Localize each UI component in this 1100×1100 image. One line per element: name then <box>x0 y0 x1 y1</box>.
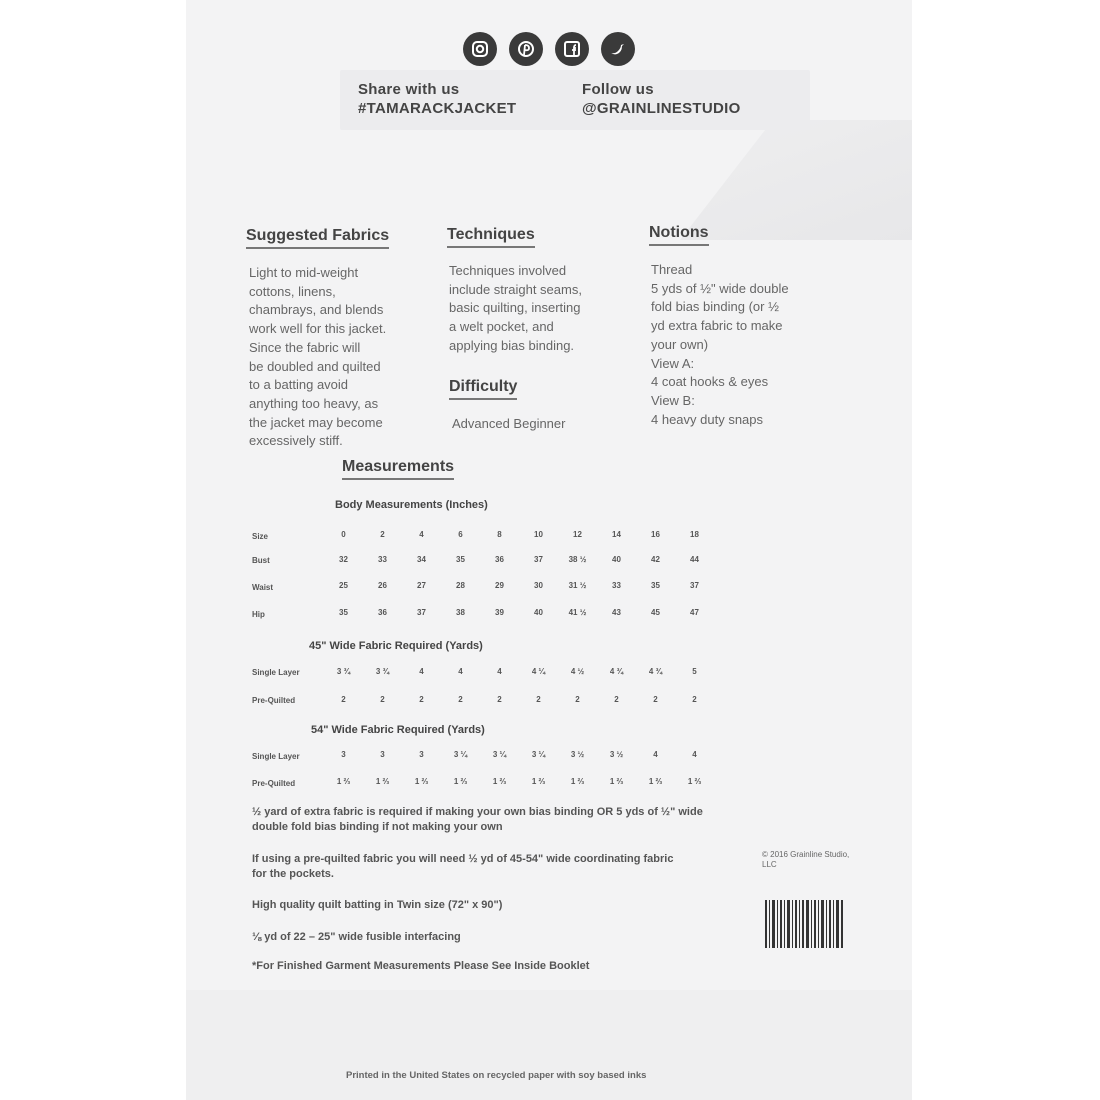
fabrics-line: excessively stiff. <box>249 433 343 449</box>
table-cell: 25 <box>339 581 348 590</box>
table-cell: 4 <box>692 750 697 759</box>
techniques-line: basic quilting, inserting <box>449 300 581 316</box>
table-cell: 1 ⅔ <box>648 777 663 786</box>
measurements-title: Measurements <box>342 458 454 480</box>
row-label: Hip <box>252 610 265 619</box>
table-cell: 37 <box>417 608 426 617</box>
table-cell: 29 <box>495 581 504 590</box>
table-cell: 2 <box>692 695 697 704</box>
table-cell: 1 ⅔ <box>570 777 585 786</box>
table-cell: 41 ½ <box>568 608 587 617</box>
table-cell: 38 <box>456 608 465 617</box>
table-cell: 14 <box>612 530 621 539</box>
notions-line: Thread <box>651 262 693 277</box>
table-cell: 4 ¼ <box>531 667 546 676</box>
table-cell: 18 <box>690 530 699 539</box>
row-label: Size <box>252 532 269 541</box>
table-cell: 4 <box>497 667 502 676</box>
table-cell: 40 <box>612 555 621 564</box>
table-cell: 35 <box>651 581 660 590</box>
table-cell: 26 <box>378 581 387 590</box>
table-cell: 2 <box>575 695 580 704</box>
fabrics-text <box>249 264 386 451</box>
envelope-bottom <box>186 990 912 1100</box>
fabrics-line: work well for this jacket. <box>249 321 387 337</box>
social-icons <box>463 32 635 66</box>
table-row <box>324 608 714 617</box>
table-cell: 2 <box>653 695 658 704</box>
share-block <box>358 80 516 118</box>
difficulty-title: Difficulty <box>449 378 517 400</box>
table-cell: 1 ⅔ <box>492 777 507 786</box>
techniques-line: a welt pocket, and <box>449 319 554 335</box>
table-cell: 16 <box>651 530 660 539</box>
table-cell: 35 <box>456 555 465 564</box>
table-cell: 4 <box>458 667 463 676</box>
fabrics-line: chambrays, and blends <box>249 302 384 318</box>
table-cell: 2 <box>458 695 463 704</box>
table-cell: 5 <box>692 667 697 676</box>
table-cell: 31 ½ <box>568 581 587 590</box>
fabrics-line: be doubled and quilted <box>249 358 381 374</box>
table-cell: 33 <box>378 555 387 564</box>
table-cell: 45 <box>651 608 660 617</box>
techniques-line: Techniques involved <box>449 263 567 278</box>
table-row <box>324 667 714 676</box>
table-cell: 40 <box>534 608 543 617</box>
fabrics-line: anything too heavy, as <box>249 395 379 411</box>
table-row <box>324 581 714 590</box>
table-cell: 3 ¾ <box>375 667 390 676</box>
instagram-icon[interactable] <box>463 32 497 66</box>
table-row <box>324 695 714 704</box>
table-row <box>324 530 714 539</box>
table-cell: 0 <box>341 530 346 539</box>
table-cell: 1 ⅔ <box>531 777 546 786</box>
table-cell: 32 <box>339 555 348 564</box>
table-row <box>324 555 714 564</box>
table-cell: 4 <box>419 530 424 539</box>
table-cell: 47 <box>690 608 699 617</box>
notions-text <box>651 261 789 429</box>
table-cell: 34 <box>417 555 426 564</box>
row-label: Bust <box>252 556 270 565</box>
table-cell: 30 <box>534 581 543 590</box>
difficulty-value: Advanced Beginner <box>452 416 566 431</box>
table-cell: 2 <box>341 695 346 704</box>
table-cell: 4 <box>653 750 658 759</box>
techniques-text <box>449 262 582 356</box>
follow-title: Follow us <box>582 81 654 98</box>
notions-title: Notions <box>649 224 709 246</box>
table-cell: 4 ¾ <box>609 667 624 676</box>
table-cell: 2 <box>614 695 619 704</box>
table-cell: 2 <box>536 695 541 704</box>
table-cell: 37 <box>690 581 699 590</box>
notions-line: fold bias binding (or ½ <box>651 299 779 315</box>
table-cell: 36 <box>495 555 504 564</box>
table-cell: 2 <box>380 695 385 704</box>
note-batting: High quality quilt batting in Twin size (72" x 90") <box>252 899 503 911</box>
notions-line: 4 coat hooks & eyes <box>651 374 769 390</box>
table-cell: 3 <box>380 750 385 759</box>
table-cell: 4 <box>419 667 424 676</box>
table-cell: 35 <box>339 608 348 617</box>
table-cell: 6 <box>458 530 463 539</box>
notions-line: your own) <box>651 336 709 352</box>
table-cell: 33 <box>612 581 621 590</box>
footer-text: Printed in the United States on recycled paper with soy based inks <box>346 1070 647 1081</box>
note-interfacing: ⅛ yd of 22 – 25" wide fusible interfacing <box>252 931 461 943</box>
share-title: Share with us <box>358 81 460 98</box>
twitter-icon[interactable] <box>601 32 635 66</box>
body-measurements-title: Body Measurements (Inches) <box>335 499 488 511</box>
table-cell: 2 <box>419 695 424 704</box>
table-cell: 3 ½ <box>609 750 624 759</box>
table-cell: 28 <box>456 581 465 590</box>
table-cell: 3 ¼ <box>531 750 546 759</box>
table-cell: 3 ¼ <box>492 750 507 759</box>
table-cell: 42 <box>651 555 660 564</box>
fabrics-line: Since the fabric will <box>249 339 361 355</box>
table-cell: 37 <box>534 555 543 564</box>
facebook-icon[interactable] <box>555 32 589 66</box>
table-cell: 8 <box>497 530 502 539</box>
row-label: Pre-Quilted <box>252 779 296 788</box>
table-row <box>324 750 714 759</box>
table-cell: 3 ¼ <box>453 750 468 759</box>
table-cell: 38 ½ <box>568 555 587 564</box>
row-label: Single Layer <box>252 668 300 677</box>
table-cell: 1 ⅔ <box>609 777 624 786</box>
table-cell: 4 ¾ <box>648 667 663 676</box>
fabrics-line: to a batting avoid <box>249 377 349 393</box>
table-cell: 1 ⅔ <box>336 777 351 786</box>
table-cell: 3 <box>341 750 346 759</box>
fabrics-line: the jacket may become <box>249 414 383 430</box>
techniques-line: include straight seams, <box>449 281 582 297</box>
table-cell: 3 ½ <box>570 750 585 759</box>
note-finished-measurements: *For Finished Garment Measurements Please See Inside Booklet <box>252 960 590 972</box>
share-hashtag: #TAMARACKJACKET <box>358 100 517 117</box>
table-cell: 3 <box>419 750 424 759</box>
note-bias-binding: ½ yard of extra fabric is required if making your own bias binding OR 5 yds of ½" wide double fold bias binding if not making your own <box>252 806 703 833</box>
techniques-title: Techniques <box>447 226 535 248</box>
table-cell: 12 <box>573 530 582 539</box>
table-cell: 27 <box>417 581 426 590</box>
fabrics-line: Light to mid-weight <box>249 265 359 280</box>
techniques-line: applying bias binding. <box>449 337 575 353</box>
copyright: © 2016 Grainline Studio, LLC <box>762 850 850 869</box>
table-row <box>324 777 714 786</box>
table-cell: 1 ⅔ <box>453 777 468 786</box>
table-cell: 2 <box>380 530 385 539</box>
notions-line: 4 heavy duty snaps <box>651 411 764 427</box>
fabrics-title: Suggested Fabrics <box>246 227 389 249</box>
row-label: Waist <box>252 583 274 592</box>
table-cell: 3 ¾ <box>336 667 351 676</box>
pinterest-icon[interactable] <box>509 32 543 66</box>
table-cell: 2 <box>497 695 502 704</box>
fabric54-title: 54" Wide Fabric Required (Yards) <box>311 724 485 736</box>
table-cell: 36 <box>378 608 387 617</box>
table-cell: 39 <box>495 608 504 617</box>
note-pre-quilted: If using a pre-quilted fabric you will need ½ yd of 45-54" wide coordinating fabric for the pockets. <box>252 853 674 880</box>
row-label: Pre-Quilted <box>252 696 296 705</box>
table-cell: 43 <box>612 608 621 617</box>
table-cell: 1 ⅔ <box>687 777 702 786</box>
notions-line: 5 yds of ½" wide double <box>651 280 789 296</box>
notions-line: yd extra fabric to make <box>651 318 783 334</box>
barcode-icon <box>763 898 847 958</box>
notions-line: View A: <box>651 355 695 371</box>
fabric45-title: 45" Wide Fabric Required (Yards) <box>309 640 483 652</box>
follow-handle: @GRAINLINESTUDIO <box>582 100 741 117</box>
fabrics-line: cottons, linens, <box>249 283 336 299</box>
table-cell: 44 <box>690 555 699 564</box>
notions-line: View B: <box>651 392 695 408</box>
table-cell: 4 ½ <box>570 667 585 676</box>
table-cell: 1 ⅔ <box>414 777 429 786</box>
row-label: Single Layer <box>252 752 300 761</box>
follow-block <box>582 80 741 118</box>
table-cell: 10 <box>534 530 543 539</box>
table-cell: 1 ⅔ <box>375 777 390 786</box>
